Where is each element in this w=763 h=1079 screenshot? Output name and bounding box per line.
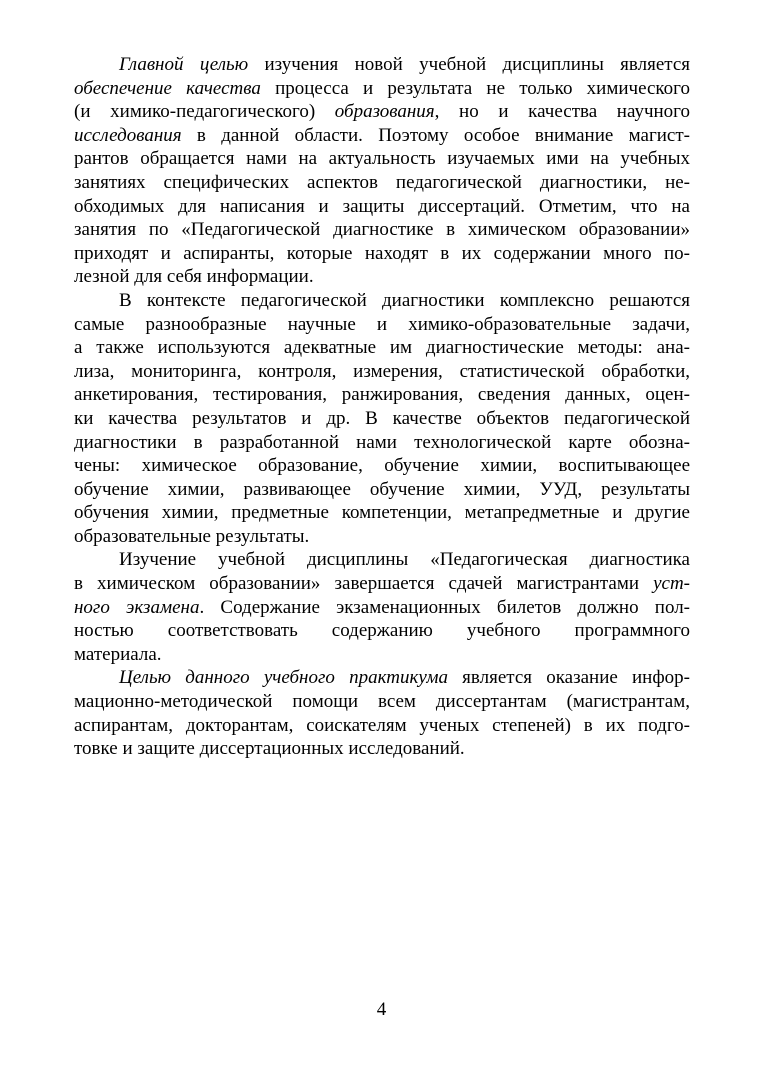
text-line bbox=[74, 171, 690, 195]
text-line bbox=[74, 431, 690, 455]
text-line bbox=[74, 666, 690, 690]
text-run: чены: химическое образование, обучение химии, воспитывающее bbox=[74, 455, 690, 477]
paragraph bbox=[74, 289, 690, 549]
text-line bbox=[74, 147, 690, 171]
text-line bbox=[74, 478, 690, 502]
text-run: диагностики в разработанной нами технологической карте обозна- bbox=[74, 431, 690, 453]
text-run: приходят и аспиранты, которые находят в их содержании много по- bbox=[74, 242, 690, 264]
text-run: рантов обращается нами на актуальность изучаемых ими на учебных bbox=[74, 148, 690, 170]
text-line bbox=[74, 501, 690, 525]
text-line bbox=[74, 714, 690, 738]
text-line bbox=[74, 407, 690, 431]
text-run: , но и качества научного bbox=[434, 101, 690, 123]
text-run: самые разнообразные научные и химико-образовательные задачи, bbox=[74, 313, 690, 335]
text-line bbox=[74, 360, 690, 384]
text-line bbox=[74, 77, 690, 101]
italic-text: исследования bbox=[74, 124, 182, 146]
page-number: 4 bbox=[376, 999, 387, 1020]
text-run: мационно-методической помощи всем диссертантам (магистрантам, bbox=[74, 691, 690, 713]
text-run: ностью соответствовать содержанию учебного программного bbox=[74, 620, 690, 642]
text-line bbox=[74, 690, 690, 714]
italic-text: обеспечение качества bbox=[74, 77, 261, 99]
text-run: занятиях специфических аспектов педагогической диагностики, не- bbox=[74, 171, 690, 193]
text-run: В контексте педагогической диагностики комплексно решаются bbox=[119, 289, 690, 311]
text-run: обходимых для написания и защиты диссертаций. Отметим, что на bbox=[74, 195, 690, 217]
text-run: товке и защите диссертационных исследований. bbox=[74, 738, 465, 760]
text-line bbox=[74, 643, 690, 667]
paragraph bbox=[74, 53, 690, 289]
text-run: является оказание инфор- bbox=[447, 667, 690, 689]
text-run: ки качества результатов и др. В качестве объектов педагогической bbox=[74, 407, 690, 429]
text-run: а также используются адекватные им диагностические методы: ана- bbox=[74, 337, 690, 359]
text-line bbox=[74, 195, 690, 219]
text-line bbox=[74, 336, 690, 360]
text-run: Изучение учебной дисциплины «Педагогическая диагностика bbox=[119, 549, 690, 571]
text-run: лиза, мониторинга, контроля, измерения, статистической обработки, bbox=[74, 360, 690, 382]
text-run: изучения новой учебной дисциплины является bbox=[248, 54, 690, 75]
text-line bbox=[74, 289, 690, 313]
italic-text: образования bbox=[334, 101, 435, 123]
paragraph bbox=[74, 548, 690, 666]
text-run: анкетирования, тестирования, ранжирования, сведения данных, оцен- bbox=[74, 384, 690, 406]
text-line bbox=[74, 737, 690, 761]
text-line bbox=[74, 100, 690, 124]
text-run: в химическом образовании» завершается сдачей магистрантами bbox=[74, 573, 654, 595]
text-run: лезной для себя информации. bbox=[74, 266, 314, 288]
text-run: . Содержание экзаменационных билетов должно пол- bbox=[199, 596, 690, 618]
text-line bbox=[74, 242, 690, 266]
text-line bbox=[74, 313, 690, 337]
text-run: в данной области. Поэтому особое внимание магист- bbox=[181, 124, 690, 146]
italic-text: Целью данного учебного практикума bbox=[119, 667, 448, 689]
text-line bbox=[74, 265, 690, 289]
text-run: образовательные результаты. bbox=[74, 525, 310, 547]
text-line bbox=[74, 124, 690, 148]
text-line bbox=[74, 383, 690, 407]
text-run: обучения химии, предметные компетенции, метапредметные и другие bbox=[74, 502, 690, 524]
italic-text: ного экзамена bbox=[74, 596, 200, 618]
text-run: аспирантам, докторантам, соискателям ученых степеней) в их подго- bbox=[74, 714, 690, 736]
text-run: процесса и результата не только химического bbox=[260, 77, 690, 99]
text-run: занятия по «Педагогической диагностике в химическом образовании» bbox=[74, 219, 690, 241]
text-line bbox=[74, 619, 690, 643]
text-line bbox=[74, 596, 690, 620]
text-run: (и химико-педагогического) bbox=[74, 101, 335, 123]
italic-text: Главной целью bbox=[119, 54, 249, 75]
text-run: обучение химии, развивающее обучение химии, УУД, результаты bbox=[74, 478, 690, 500]
paragraph bbox=[74, 666, 690, 760]
text-line bbox=[74, 454, 690, 478]
text-line bbox=[74, 572, 690, 596]
text-line bbox=[74, 53, 690, 77]
page-body bbox=[74, 53, 690, 761]
text-run: материала. bbox=[74, 643, 162, 665]
text-line bbox=[74, 548, 690, 572]
text-line bbox=[74, 525, 690, 549]
text-line bbox=[74, 218, 690, 242]
italic-text: уст- bbox=[653, 573, 690, 595]
